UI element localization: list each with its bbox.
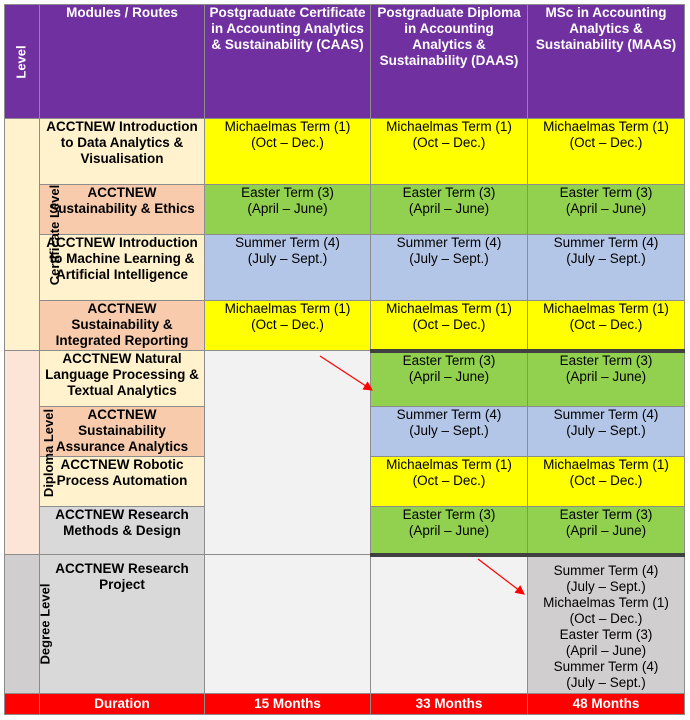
term-cell xyxy=(371,351,528,407)
empty-cell xyxy=(205,555,371,694)
table-row xyxy=(5,351,685,407)
header-row xyxy=(5,5,685,119)
term-cell xyxy=(528,457,685,507)
term-cell xyxy=(205,301,371,351)
diploma-level-label: Diploma Level xyxy=(41,408,57,497)
term-dates: (Oct – Dec.) xyxy=(569,473,643,488)
term-name: Easter Term (3) xyxy=(559,626,653,642)
term-cell xyxy=(371,235,528,301)
term-name: Summer Term (4) xyxy=(553,407,659,422)
table-row xyxy=(5,235,685,301)
term-cell xyxy=(528,119,685,185)
term-dates: (July – Sept.) xyxy=(566,578,646,594)
module-cell: ACCTNEW Introduction to Machine Learning & Artificial Intelligence xyxy=(40,235,205,301)
term-name: Michaelmas Term (1) xyxy=(224,119,351,134)
term-name: Easter Term (3) xyxy=(402,185,496,200)
certificate-level-label: Certificate Level xyxy=(47,184,63,285)
term-name: Michaelmas Term (1) xyxy=(543,119,669,134)
empty-cell xyxy=(371,555,528,694)
empty-cell xyxy=(205,351,371,555)
term-name: Easter Term (3) xyxy=(241,185,334,200)
caas-header: Postgraduate Certificate in Accounting Analytics & Sustainability (CAAS) xyxy=(205,5,371,119)
term-dates: (April – June) xyxy=(565,523,647,538)
term-dates: (Oct – Dec.) xyxy=(569,317,643,332)
term-cell xyxy=(528,235,685,301)
term-dates: (April – June) xyxy=(408,368,490,384)
term-cell xyxy=(371,507,528,555)
module-cell: ACCTNEW Research Project xyxy=(40,555,205,694)
module-cell: ACCTNEW Sustainability & Integrated Reporting xyxy=(40,301,205,351)
module-cell: ACCTNEW Robotic Process Automation xyxy=(40,457,205,507)
term-name: Summer Term (4) xyxy=(553,562,659,578)
term-dates: (July – Sept.) xyxy=(566,423,646,438)
term-name: Summer Term (4) xyxy=(553,235,659,250)
term-dates: (July – Sept.) xyxy=(566,251,646,266)
module-cell: ACCTNEW Sustainability & Ethics xyxy=(40,185,205,235)
term-name: Michaelmas Term (1) xyxy=(543,594,669,610)
term-cell xyxy=(371,457,528,507)
term-dates: (July – Sept.) xyxy=(409,251,489,266)
term-dates: (April – June) xyxy=(247,201,328,216)
duration-daas: 33 Months xyxy=(371,694,528,715)
term-cell xyxy=(205,119,371,185)
term-name: Michaelmas Term (1) xyxy=(543,457,669,472)
certificate-level-cell xyxy=(5,119,63,351)
term-cell xyxy=(371,119,528,185)
term-name: Michaelmas Term (1) xyxy=(386,457,512,472)
term-cell xyxy=(528,507,685,555)
term-cell xyxy=(528,555,685,694)
daas-header: Postgraduate Diploma in Accounting Analytics & Sustainability (DAAS) xyxy=(371,5,528,119)
level-header-label: Level xyxy=(14,44,29,79)
route-table-container xyxy=(4,4,684,716)
term-cell xyxy=(528,407,685,457)
term-name: Summer Term (4) xyxy=(396,235,502,250)
level-header xyxy=(5,5,40,119)
term-name: Michaelmas Term (1) xyxy=(386,119,512,134)
degree-level-cell xyxy=(5,555,53,694)
term-dates: (Oct – Dec.) xyxy=(569,610,643,626)
term-name: Michaelmas Term (1) xyxy=(224,301,351,316)
term-name: Summer Term (4) xyxy=(553,658,659,674)
term-dates: (July – Sept.) xyxy=(247,251,328,266)
duration-label: Duration xyxy=(40,694,205,715)
term-dates: (July – Sept.) xyxy=(566,674,646,690)
term-cell xyxy=(205,235,371,301)
term-dates: (April – June) xyxy=(565,642,647,658)
term-cell xyxy=(371,407,528,457)
duration-maas: 48 Months xyxy=(528,694,685,715)
term-name: Summer Term (4) xyxy=(235,235,340,250)
term-dates: (April – June) xyxy=(408,523,490,538)
term-dates: (Oct – Dec.) xyxy=(569,135,643,150)
module-cell: ACCTNEW Sustainability Assurance Analytics xyxy=(40,407,205,457)
term-name: Easter Term (3) xyxy=(402,507,496,522)
term-dates: (Oct – Dec.) xyxy=(251,317,324,332)
term-cell xyxy=(371,301,528,351)
table-row xyxy=(5,119,685,185)
term-name: Michaelmas Term (1) xyxy=(386,301,512,316)
term-dates: (Oct – Dec.) xyxy=(412,317,486,332)
term-dates: (April – June) xyxy=(565,368,647,384)
module-cell: ACCTNEW Introduction to Data Analytics & Visualisation xyxy=(40,119,205,185)
term-cell xyxy=(205,185,371,235)
term-name: Easter Term (3) xyxy=(559,185,653,200)
term-cell xyxy=(371,185,528,235)
module-cell: ACCTNEW Research Methods & Design xyxy=(40,507,205,555)
maas-header: MSc in Accounting Analytics & Sustainability (MAAS) xyxy=(528,5,685,119)
term-name: Michaelmas Term (1) xyxy=(543,301,669,316)
diploma-level-cell xyxy=(5,351,57,555)
module-cell: ACCTNEW Natural Language Processing & Textual Analytics xyxy=(40,351,205,407)
table-row xyxy=(5,301,685,351)
term-dates: (April – June) xyxy=(408,201,490,216)
term-dates: (July – Sept.) xyxy=(409,423,489,438)
term-cell xyxy=(528,301,685,351)
term-dates: (Oct – Dec.) xyxy=(412,473,486,488)
modules-header: Modules / Routes xyxy=(40,5,205,119)
table-row xyxy=(5,555,685,694)
term-name: Easter Term (3) xyxy=(559,507,653,522)
term-dates: (April – June) xyxy=(565,201,647,216)
duration-row xyxy=(5,694,685,715)
term-dates: (Oct – Dec.) xyxy=(412,135,486,150)
table-row xyxy=(5,185,685,235)
term-cell xyxy=(528,185,685,235)
term-name: Easter Term (3) xyxy=(402,352,496,368)
duration-caas: 15 Months xyxy=(205,694,371,715)
term-name: Easter Term (3) xyxy=(559,352,653,368)
term-dates: (Oct – Dec.) xyxy=(251,135,324,150)
term-cell xyxy=(528,351,685,407)
degree-level-label: Degree Level xyxy=(37,583,53,665)
term-name: Summer Term (4) xyxy=(396,407,502,422)
duration-spacer xyxy=(5,694,40,715)
programme-route-table xyxy=(4,4,685,715)
